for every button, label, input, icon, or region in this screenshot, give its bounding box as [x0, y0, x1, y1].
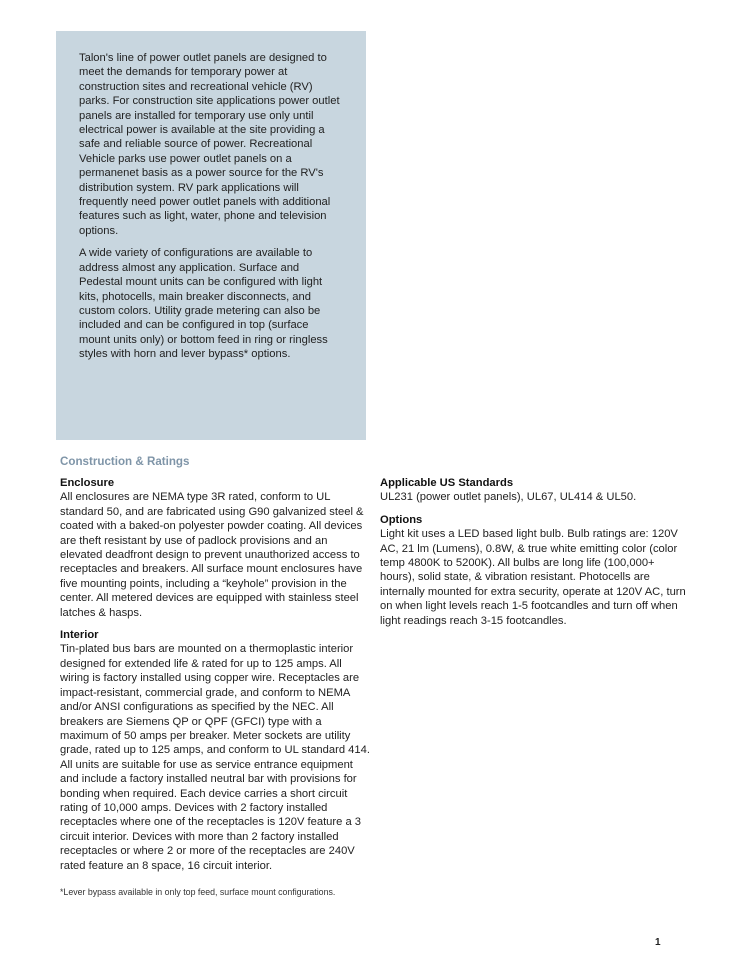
- enclosure-heading: Enclosure: [60, 477, 115, 489]
- left-column: [60, 476, 370, 881]
- right-column: [380, 476, 690, 636]
- standards-text: UL231 (power outlet panels), UL67, UL414 & UL50.: [380, 491, 637, 504]
- footnote: *Lever bypass available in only top feed, surface mount configurations.: [60, 887, 336, 897]
- intro-paragraph-1: Talon's line of power outlet panels are designed to meet the demands for temporary power at construction sites and recreational vehicle (RV) parks. For construction site applications power outlet panels are installed for temporary use only until electrical power is available at the site providing a safe and reliable source of power. Recreational Vehicle parks use power outlet panels on a permanenet basis as a power source for the RV's distribution system. RV park applications will frequently need power outlet panels with additional features such as light, water, phone and television options.: [79, 52, 340, 237]
- interior-heading: Interior: [60, 629, 99, 642]
- section-heading: Construction & Ratings: [60, 455, 190, 468]
- page-number: 1: [655, 937, 661, 948]
- enclosure-text: All enclosures are NEMA type 3R rated, conform to UL standard 50, and are fabricated using G90 galvanized steel & coated with a baked-on polyester powder coating. All devices are theft resistant by use of padlock provisions and an elevated deadfront design to prevent unauthorized access to receptacles and breakers. All surface mount enclosures have five mounting points, including a “keyhole” provision in the center. All metered devices are equipped with stainless steel latches & hasps.: [60, 491, 364, 619]
- intro-panel: [56, 31, 366, 440]
- standards-heading: Applicable US Standards: [380, 477, 514, 489]
- intro-paragraph-2: A wide variety of configurations are available to address almost any application. Surface and Pedestal mount units can be configured with light kits, photocells, main breaker disconnects, and custom colors. Utility grade metering can also be included and can be configured in top (surface mount units only) or bottom feed in ring or ringless styles with horn and lever bypass* options.: [79, 247, 328, 361]
- options-heading: Options: [380, 513, 423, 526]
- interior-text: Tin-plated bus bars are mounted on a thermoplastic interior designed for extended life & rated for up to 125 amps. All wiring is factory installed using copper wire. Receptacles are impact-resistant, commercial grade, and conform to NEMA and/or ANSI configurations as specified by the NEC. All breakers are Siemens QP or QPF (GFCI) type with a maximum of 50 amps per breaker. Meter sockets are utility grade, rated up to 125 amps, and conform to UL standard 414. All units are suitable for use as service entrance equipment and include a factory installed neutral bar with provisions for bonding when required. Each device carries a short circuit rating of 10,000 amps. Devices with 2 factory installed receptacles where one of the receptacles is 120V feature a 3 circuit interior. Devices with more than 2 factory installed receptacles or where 2 or more of the receptacles are 240V rated feature an 8 space, 16 circuit interior.: [60, 643, 370, 872]
- options-text: Light kit uses a LED based light bulb. Bulb ratings are: 120V AC, 21 lm (Lumens), 0.8W, & true white emitting color (color temp 4800K to 5200K). All bulbs are long life (100,000+ hours), solid state, & vibration resistant. Photocells are internally mounted for extra security, operate at 120V AC, turn on when light levels reach 1-5 footcandles and turn off when light readings reach 3-15 footcandles.: [380, 528, 686, 627]
